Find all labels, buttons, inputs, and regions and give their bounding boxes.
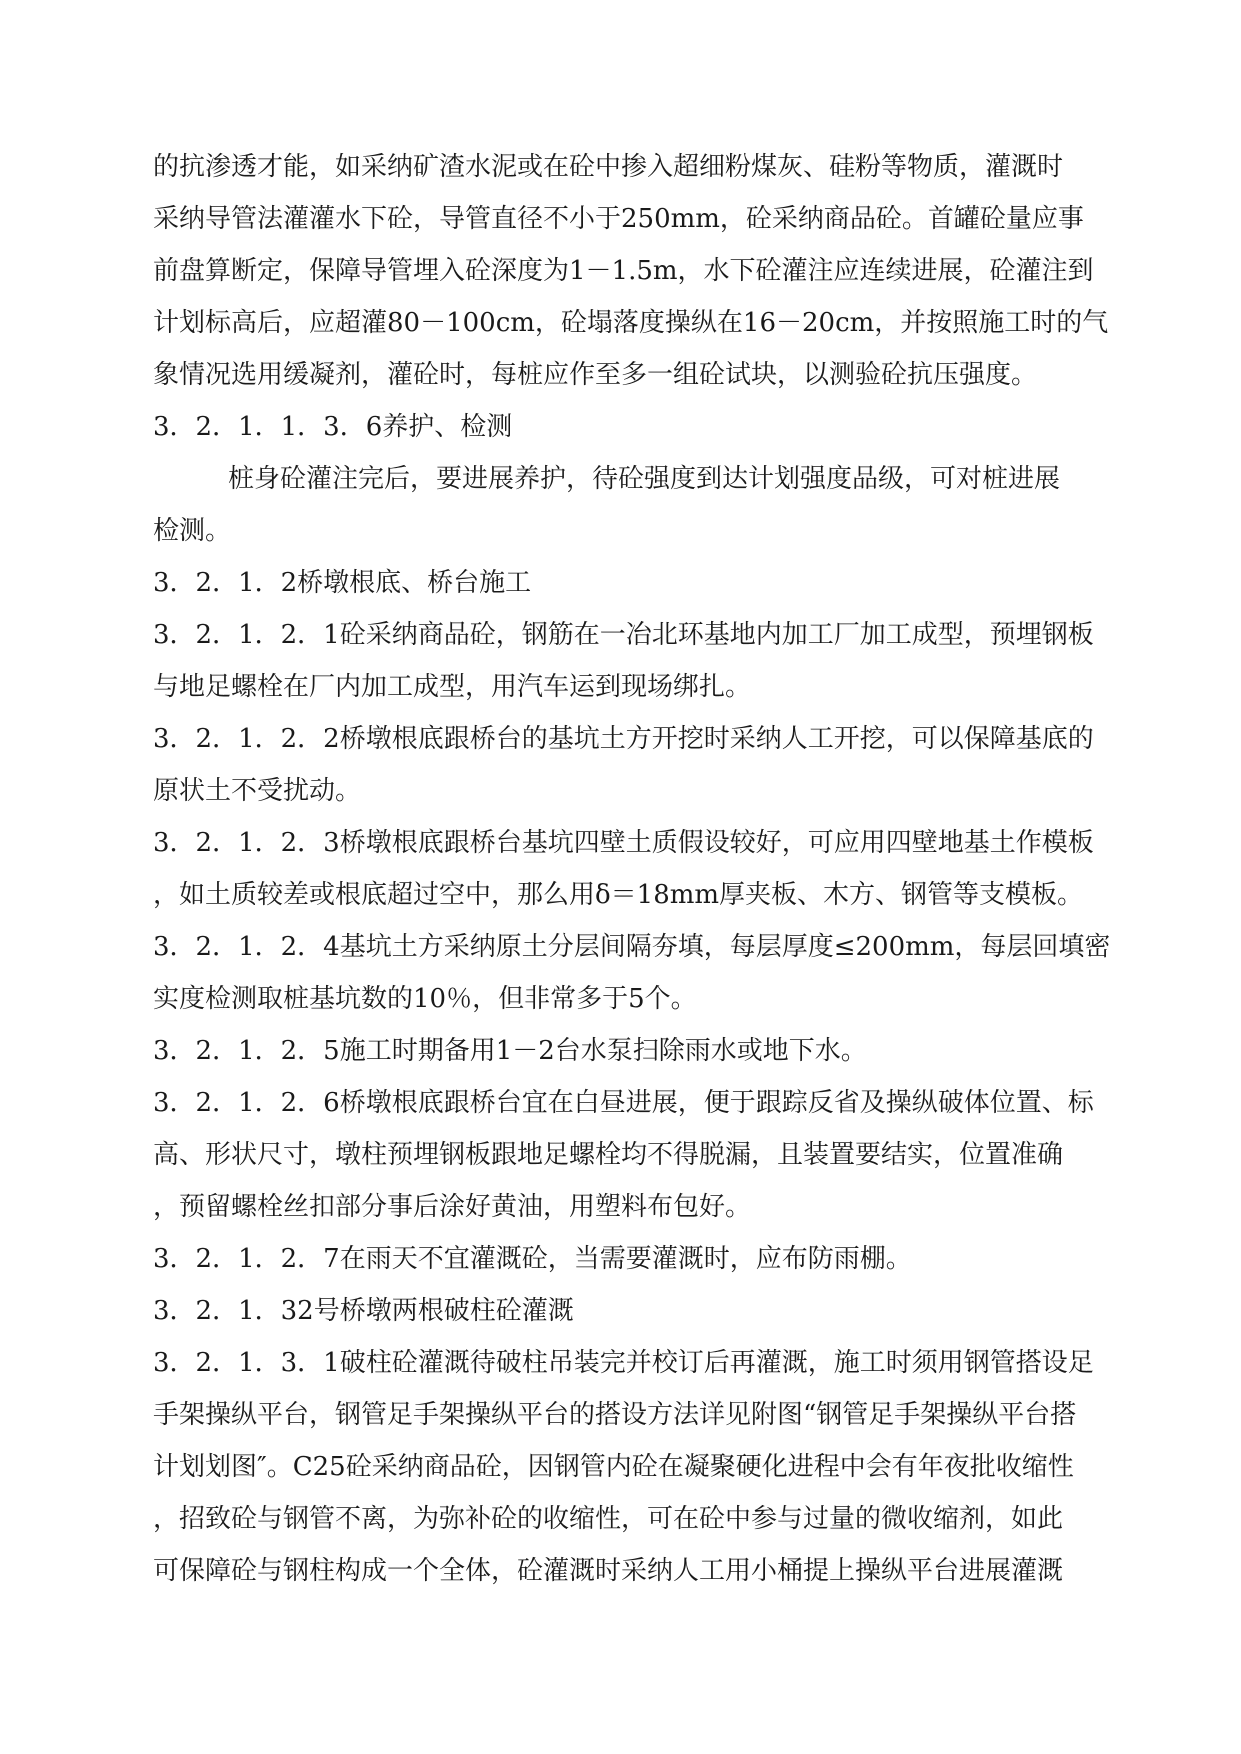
text-line: 3．2．1．2．5施工时期备用1－2台水泵扫除雨水或地下水。	[153, 1036, 867, 1066]
text-line: 3．2．1．2．4基坑土方采纳原土分层间隔夯填，每层厚度≤200mm，每层回填密	[153, 932, 1111, 962]
text-line: 3．2．1．3．1破柱砼灌溉待破柱吊装完并校订后再灌溉，施工时须用钢管搭设足	[153, 1348, 1094, 1378]
text-line: 手架操纵平台，钢管足手架操纵平台的搭设方法详见附图“钢管足手架操纵平台搭	[153, 1400, 1077, 1430]
text-line: 3．2．1．2．2桥墩根底跟桥台的基坑土方开挖时采纳人工开挖，可以保障基底的	[153, 724, 1094, 754]
text-line: 3．2．1．2．3桥墩根底跟桥台基坑四壁土质假设较好，可应用四壁地基土作模板	[153, 828, 1094, 858]
text-line: 与地足螺栓在厂内加工成型，用汽车运到现场绑扎。	[153, 672, 752, 702]
text-line: 高、形状尺寸，墩柱预埋钢板跟地足螺栓均不得脱漏，且装置要结实，位置准确	[153, 1140, 1064, 1170]
text-line: ，如土质较差或根底超过空中，那么用δ＝18mm厚夹板、木方、钢管等支模板。	[153, 880, 1084, 910]
section-heading: 3．2．1．2桥墩根底、桥台施工	[153, 568, 532, 598]
section-heading: 3．2．1．32号桥墩两根破柱砼灌溉	[153, 1296, 574, 1326]
text-line: 象情况选用缓凝剂，灌砼时，每桩应作至多一组砼试块，以测验砼抗压强度。	[153, 360, 1038, 390]
text-line: 桩身砼灌注完后，要进展养护，待砼强度到达计划强度品级，可对桩进展	[228, 464, 1061, 494]
text-line: 检测。	[153, 516, 232, 546]
section-heading: 3．2．1．1．3．6养护、检测	[153, 412, 513, 442]
text-line: 可保障砼与钢柱构成一个全体，砼灌溉时采纳人工用小桶提上操纵平台进展灌溉	[153, 1556, 1064, 1586]
text-line: ，招致砼与钢管不离，为弥补砼的收缩性，可在砼中参与过量的微收缩剂，如此	[153, 1504, 1064, 1534]
text-line: 实度检测取桩基坑数的10％，但非常多于5个。	[153, 984, 697, 1014]
text-line: 的抗渗透才能，如采纳矿渣水泥或在砼中掺入超细粉煤灰、硅粉等物质，灌溉时	[153, 152, 1064, 182]
text-line: 3．2．1．2．7在雨天不宜灌溉砼，当需要灌溉时，应布防雨棚。	[153, 1244, 912, 1274]
text-line: 3．2．1．2．6桥墩根底跟桥台宜在白昼进展，便于跟踪反省及操纵破体位置、标	[153, 1088, 1094, 1118]
document-body	[153, 141, 1113, 1597]
text-line: 3．2．1．2．1砼采纳商品砼，钢筋在一冶北环基地内加工厂加工成型，预埋钢板	[153, 620, 1094, 650]
text-line: 原状土不受扰动。	[153, 776, 362, 806]
text-line: 前盘算断定，保障导管埋入砼深度为1－1.5m，水下砼灌注应连续进展，砼灌注到	[153, 256, 1094, 286]
text-line: 计划标高后，应超灌80－100cm，砼塌落度操纵在16－20cm，并按照施工时的气	[153, 308, 1109, 338]
text-line: ，预留螺栓丝扣部分事后涂好黄油，用塑料布包好。	[153, 1192, 752, 1222]
text-line: 采纳导管法灌灌水下砼，导管直径不小于250mm，砼采纳商品砼。首罐砼量应事	[153, 204, 1084, 234]
text-line: 计划划图″。C25砼采纳商品砼，因钢管内砼在凝聚硬化进程中会有年夜批收缩性	[153, 1452, 1074, 1482]
